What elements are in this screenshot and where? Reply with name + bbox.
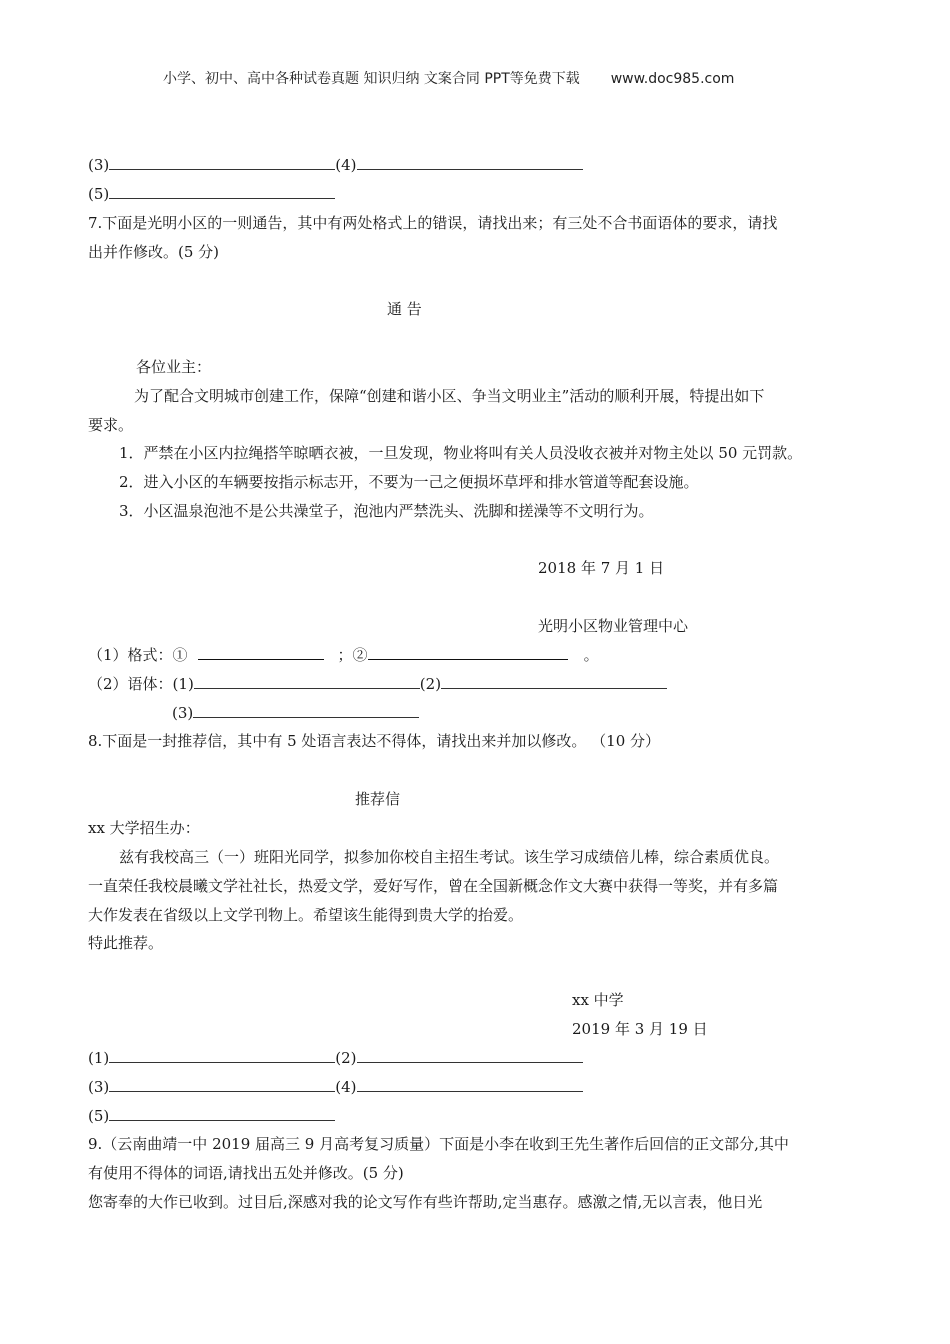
q8-answer-line-3-4: [88, 1076, 583, 1098]
header-url[interactable]: www.doc985.com: [610, 71, 735, 87]
notice-item-2: 2．进入小区的车辆要按指示标志开，不要为一己之便损坏草坪和排水管道等配套设施。: [119, 473, 699, 491]
q7-prompt-line2: 出并作修改。(5 分): [88, 243, 220, 261]
style-blank-3[interactable]: [193, 703, 419, 718]
answer-line-3-4: [88, 154, 583, 176]
notice-date: 2018 年 7 月 1 日: [538, 559, 665, 577]
letter-title: 推荐信: [355, 790, 401, 808]
notice-para-line2: 要求。: [88, 416, 134, 434]
answer-blank[interactable]: [357, 155, 583, 170]
q7-style-answer-3: [172, 702, 419, 724]
notice-title: 通 告: [387, 300, 422, 318]
page-header: [163, 68, 734, 90]
letter-closing: 特此推荐。: [88, 934, 164, 952]
q7-prompt-line1: 7.下面是光明小区的一则通告，其中有两处格式上的错误，请找出来；有三处不合书面语体的要求，请找: [88, 214, 778, 232]
q9-prompt-line2: 有使用不得体的词语,请找出五处并修改。(5 分): [88, 1164, 404, 1182]
answer-blank[interactable]: [109, 1048, 335, 1063]
letter-body-line3: 大作发表在省级以上文学刊物上。希望该生能得到贵大学的抬爱。: [88, 906, 524, 924]
format-mid: ；②: [337, 646, 368, 664]
q9-text-line: 您寄奉的大作已收到。过目后,深感对我的论文写作有些许帮助,定当惠存。感激之情,无以言表，他日光: [88, 1193, 763, 1211]
q8-blank-label-2: (2): [335, 1049, 357, 1067]
format-blank-2[interactable]: [368, 645, 568, 660]
letter-date: 2019 年 3 月 19 日: [572, 1020, 708, 1038]
notice-salutation: 各位业主：: [136, 358, 212, 376]
blank-label-3: (3): [88, 156, 110, 174]
notice-para-line1: 为了配合文明城市创建工作，保障“创建和谐小区、争当文明业主”活动的顺利开展，特提出如下: [134, 387, 765, 405]
answer-blank[interactable]: [109, 1077, 335, 1092]
answer-blank[interactable]: [357, 1077, 583, 1092]
q7-style-answer-1-2: [88, 673, 667, 695]
style-label-2: (2): [419, 675, 442, 693]
format-label: （1）格式：①: [88, 646, 188, 664]
style-label: （2）语体：(1): [88, 675, 194, 693]
blank-label-4: (4): [335, 156, 357, 174]
blank-label-5: (5): [88, 185, 110, 203]
letter-signer: xx 中学: [572, 991, 624, 1009]
letter-salutation: xx 大学招生办：: [88, 819, 200, 837]
answer-line-5: [88, 183, 335, 205]
q8-blank-label-3: (3): [88, 1078, 110, 1096]
notice-item-3: 3．小区温泉泡池不是公共澡堂子，泡池内严禁洗头、洗脚和搓澡等不文明行为。: [119, 502, 654, 520]
q8-blank-label-4: (4): [335, 1078, 357, 1096]
letter-body-line2: 一直荣任我校晨曦文学社社长，热爱文学，爱好写作，曾在全国新概念作文大赛中获得一等奖，并有多篇: [88, 877, 779, 895]
header-text: 小学、初中、高中各种试卷真题 知识归纳 文案合同 PPT等免费下载: [163, 71, 580, 87]
q8-blank-label-5: (5): [88, 1107, 110, 1125]
letter-body-line1: 兹有我校高三（一）班阳光同学，拟参加你校自主招生考试。该生学习成绩倍儿棒，综合素质优良。: [119, 848, 780, 866]
q8-blank-label-1: (1): [88, 1049, 110, 1067]
notice-signer: 光明小区物业管理中心: [538, 617, 689, 635]
answer-blank[interactable]: [109, 1106, 335, 1121]
format-end: 。: [583, 646, 599, 664]
answer-blank[interactable]: [109, 155, 335, 170]
format-blank-1[interactable]: [198, 645, 324, 660]
answer-blank[interactable]: [109, 184, 335, 199]
q8-answer-line-5: [88, 1105, 335, 1127]
q7-format-answer: [88, 644, 599, 666]
q8-prompt: 8.下面是一封推荐信，其中有 5 处语言表达不得体，请找出来并加以修改。 （10 分）: [88, 732, 661, 750]
q8-answer-line-1-2: [88, 1047, 583, 1069]
q9-prompt-line1: 9.（云南曲靖一中 2019 届高三 9 月高考复习质量）下面是小李在收到王先生著作后回信的正文部分,其中: [88, 1135, 789, 1153]
style-blank-1[interactable]: [194, 674, 420, 689]
notice-item-1: 1．严禁在小区内拉绳搭竿晾晒衣被，一旦发现，物业将叫有关人员没收衣被并对物主处以 50 元罚款。: [119, 444, 803, 462]
style-blank-2[interactable]: [441, 674, 667, 689]
answer-blank[interactable]: [357, 1048, 583, 1063]
style-label-3: (3): [172, 704, 194, 722]
